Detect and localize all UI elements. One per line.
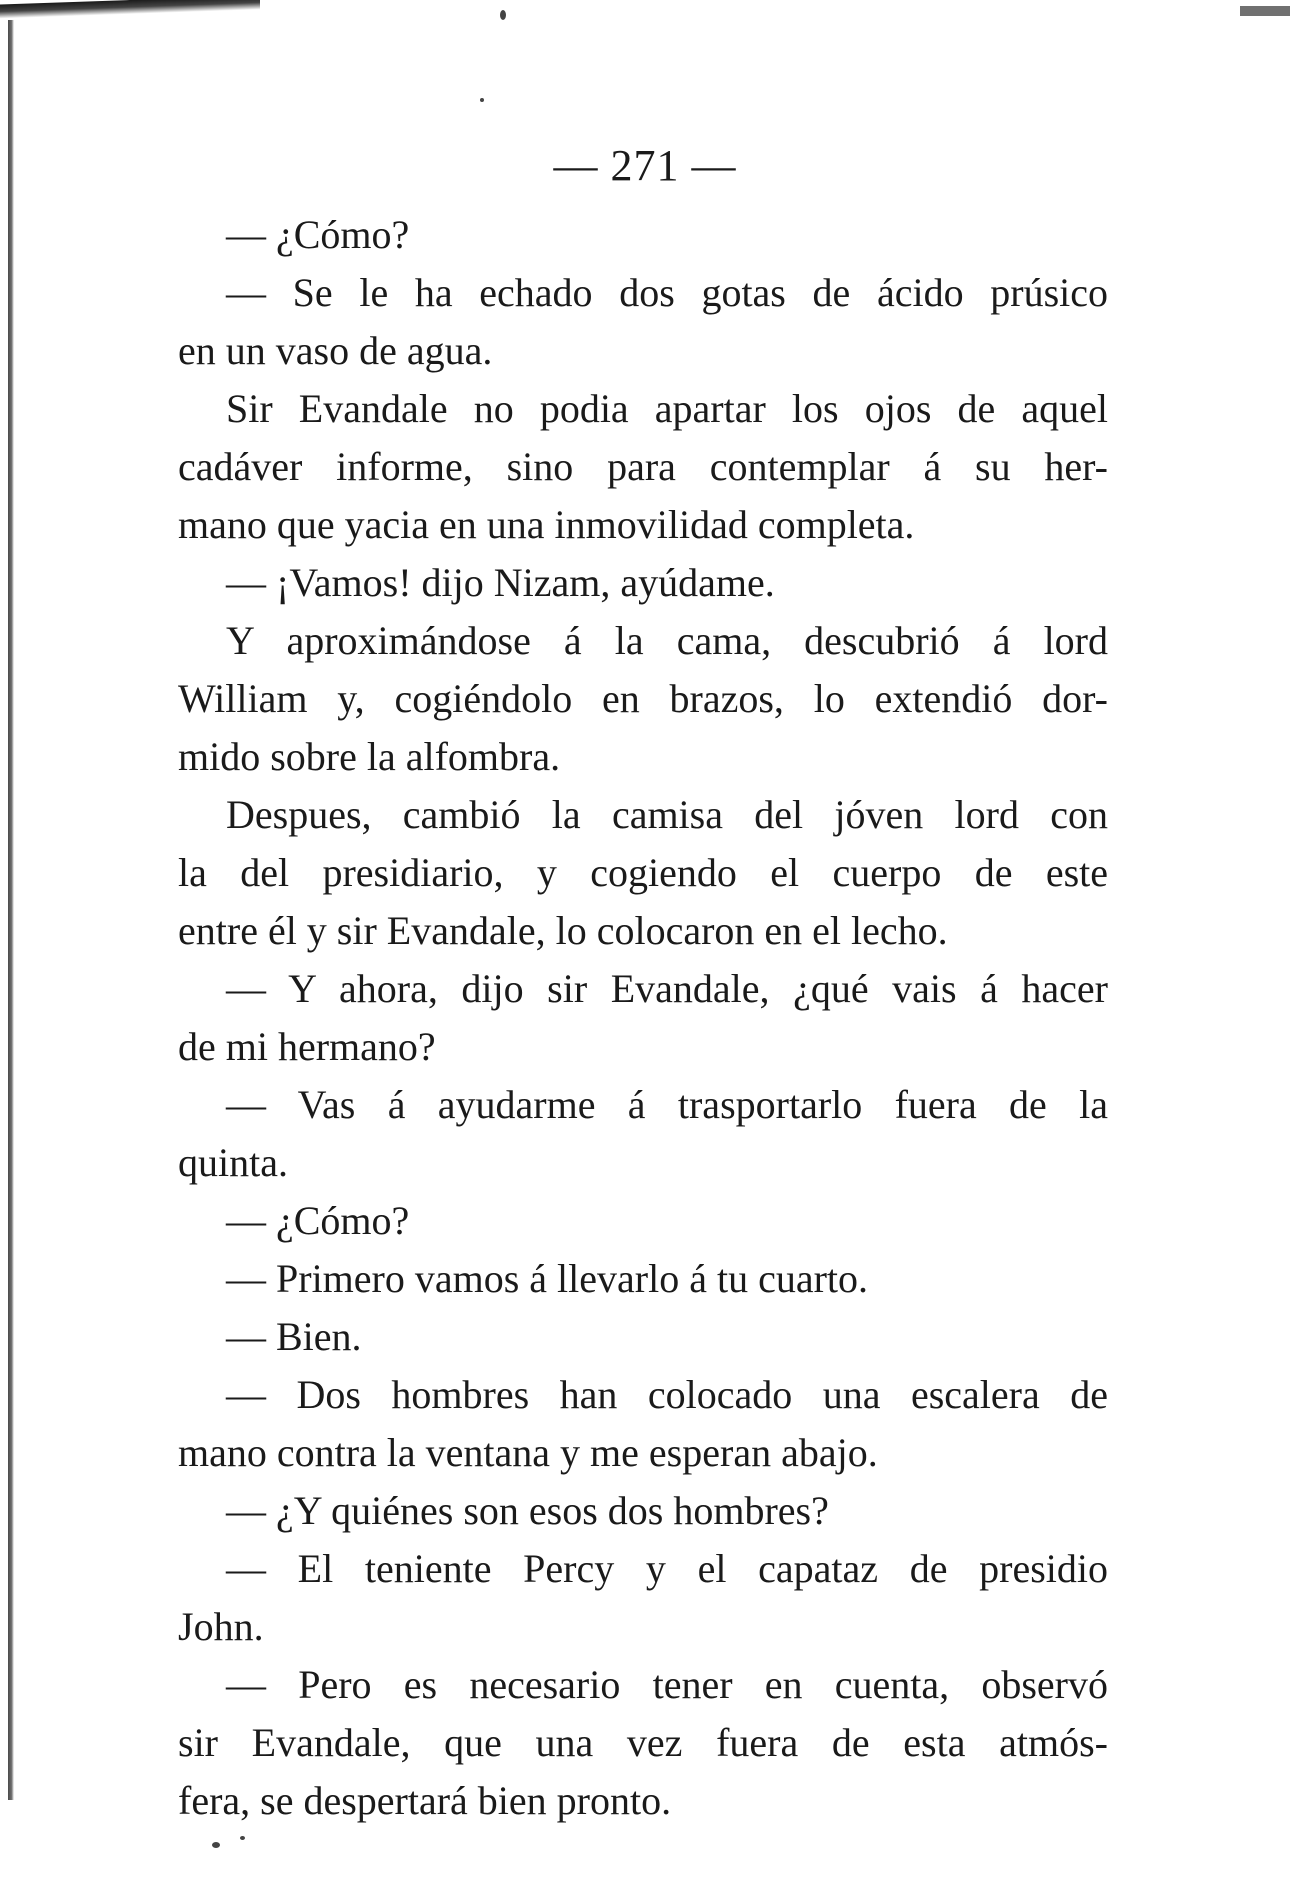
text-line: Sir Evandale no podia apartar los ojos de aquel bbox=[226, 386, 1108, 431]
text-line: — Vas á ayudarme á trasportarlo fuera de la bbox=[226, 1082, 1108, 1127]
text-line: mido sobre la alfombra. bbox=[178, 734, 561, 779]
text-line: — Dos hombres han colocado una escalera de bbox=[226, 1372, 1108, 1417]
text-line: cadáver informe, sino para contemplar á su her- bbox=[178, 444, 1108, 489]
ink-speck bbox=[240, 1836, 245, 1840]
ink-speck bbox=[480, 98, 484, 102]
text-line: William y, cogiéndolo en brazos, lo extendió dor- bbox=[178, 676, 1108, 721]
scan-edge-top bbox=[0, 0, 260, 19]
text-line: de mi hermano? bbox=[178, 1024, 436, 1069]
text-line: — El teniente Percy y el capataz de presidio bbox=[226, 1546, 1108, 1591]
text-line: Despues, cambió la camisa del jóven lord con bbox=[226, 792, 1108, 837]
text-line: Y aproximándose á la cama, descubrió á lord bbox=[226, 618, 1108, 663]
scan-edge-left bbox=[8, 20, 14, 1800]
text-line: quinta. bbox=[178, 1140, 288, 1185]
text-line: mano contra la ventana y me esperan abajo. bbox=[178, 1430, 878, 1475]
text-line: en un vaso de agua. bbox=[178, 328, 493, 373]
text-line: — Bien. bbox=[226, 1314, 362, 1359]
page-number: — 271 — bbox=[553, 141, 737, 190]
text-line: mano que yacia en una inmovilidad completa. bbox=[178, 502, 915, 547]
ink-speck bbox=[500, 10, 506, 20]
text-line: entre él y sir Evandale, lo colocaron en el lecho. bbox=[178, 908, 948, 953]
text-line: — ¿Cómo? bbox=[226, 1198, 410, 1243]
scan-edge-top-right bbox=[1240, 6, 1290, 16]
body-text bbox=[178, 206, 1108, 1830]
text-line: — Pero es necesario tener en cuenta, observó bbox=[226, 1662, 1108, 1707]
text-line: fera, se despertará bien pronto. bbox=[178, 1778, 672, 1823]
text-line: sir Evandale, que una vez fuera de esta atmós- bbox=[178, 1720, 1108, 1765]
text-line: — Y ahora, dijo sir Evandale, ¿qué vais á hacer bbox=[226, 966, 1108, 1011]
text-line: la del presidiario, y cogiendo el cuerpo de este bbox=[178, 850, 1108, 895]
text-line: — Primero vamos á llevarlo á tu cuarto. bbox=[226, 1256, 869, 1301]
text-line: John. bbox=[178, 1604, 264, 1649]
ink-speck bbox=[212, 1842, 220, 1848]
text-line: — Se le ha echado dos gotas de ácido prúsico bbox=[226, 270, 1108, 315]
text-line: — ¡Vamos! dijo Nizam, ayúdame. bbox=[226, 560, 775, 605]
text-line: — ¿Y quiénes son esos dos hombres? bbox=[226, 1488, 829, 1533]
text-line: — ¿Cómo? bbox=[226, 212, 410, 257]
